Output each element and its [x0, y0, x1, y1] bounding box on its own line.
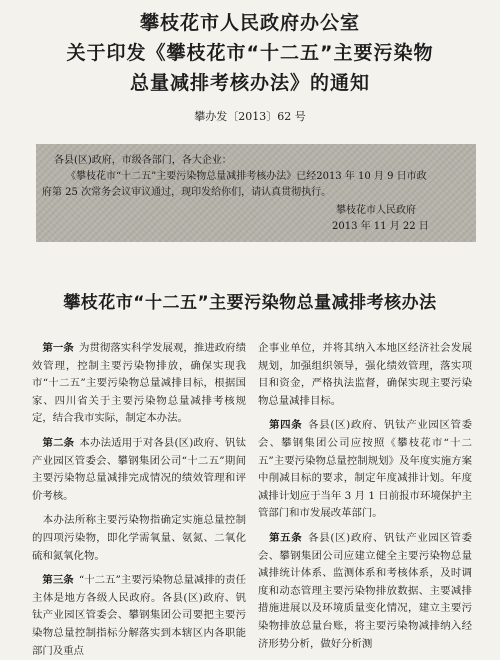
article-text: 各县(区)政府、钒钛产业园区管委会、攀钢集团公司应按照《攀枝花市“十二五”主要污染物总量控制规划》及年度实施方案中削减目标的要求，制定年度减排计划。年度减排计划应于当年 3 月 1 日前报市环境保护主管部门和市发展改革部门。	[258, 419, 472, 520]
left-column	[32, 340, 246, 660]
article-paragraph	[32, 435, 246, 505]
article-paragraph	[32, 572, 246, 660]
document-number: 攀办发〔2013〕62 号	[194, 110, 306, 123]
article-paragraph	[258, 530, 472, 653]
article-number: 第三条	[42, 574, 74, 587]
article-text: 为贯彻落实科学发展观，推进政府绩效管理，控制主要污染物排放，确保实现我市“十二五”主要污染物总量减排目标，根据国家、四川省关于主要污染物总量减排考核规定，结合我市实际，制定本办法。	[32, 342, 247, 425]
document-title-line-3: 总量减排考核办法》的通知	[129, 72, 370, 94]
regulation-title: 攀枝花市“十二五”主要污染物总量减排考核办法	[63, 293, 437, 313]
article-paragraph	[258, 417, 472, 523]
notice-body-line-1: 《攀枝花市“十二五”主要污染物总量减排考核办法》已经2013 年 10 月 9 日市政	[66, 171, 427, 182]
article-text: 各县(区)政府、钒钛产业园区管委会、攀钢集团公司应建立健全主要污染物总量减排统计体系、监测体系和考核体系，及时调度和动态管理主要污染物排放数据、主要减排措施进展以及环境质量变化情况，建立主要污染物排放总量台账，将主要污染物减排纳入经济形势分析，做好分析测	[258, 531, 472, 650]
notice-salutation: 各县(区)政府，市级各部门，各大企业：	[54, 155, 232, 166]
article-number: 第二条	[42, 436, 75, 449]
right-column	[258, 340, 472, 653]
article-text: “十二五”主要污染物总量减排的责任主体是地方各级人民政府。各县(区)政府、钒钛产业园区管委会、攀钢集团公司要把主要污染物总量控制指标分解落实到本辖区内各职能部门及重点	[32, 574, 247, 657]
notice-signature: 攀枝花市人民政府	[336, 205, 416, 216]
article-number: 第四条	[268, 419, 303, 432]
notice-body-line-2: 府第 25 次常务会议审议通过，现印发给你们，请认真贯彻执行。	[42, 187, 332, 198]
article-text: 本办法适用于对各县(区)政府、钒钛产业园区管委会、攀钢集团公司“十二五”期间主要污染物总量减排完成情况的绩效管理和评价考核。	[32, 436, 246, 502]
article-paragraph	[32, 340, 246, 428]
document-title-line-2: 关于印发《攀枝花市“十二五”主要污染物	[66, 42, 434, 64]
article-text: 本办法所称主要污染物指确定实施总量控制的四项污染物，即化学需氧量、氨氮、二氧化硫和氮氧化物。	[32, 514, 246, 562]
document-title-line-1: 攀枝花市人民政府办公室	[139, 12, 360, 34]
article-number: 第五条	[268, 531, 303, 544]
article-text: 企事业单位，并将其纳入本地区经济社会发展规划，加强组织领导，强化绩效管理，落实项目和资金，严格执法监督，确保实现主要污染物总量减排目标。	[258, 342, 472, 407]
notice-block	[36, 144, 476, 242]
article-paragraph	[258, 340, 472, 410]
notice-date: 2013 年 11 月 22 日	[332, 221, 429, 232]
article-paragraph	[32, 512, 246, 565]
article-number: 第一条	[42, 342, 74, 354]
